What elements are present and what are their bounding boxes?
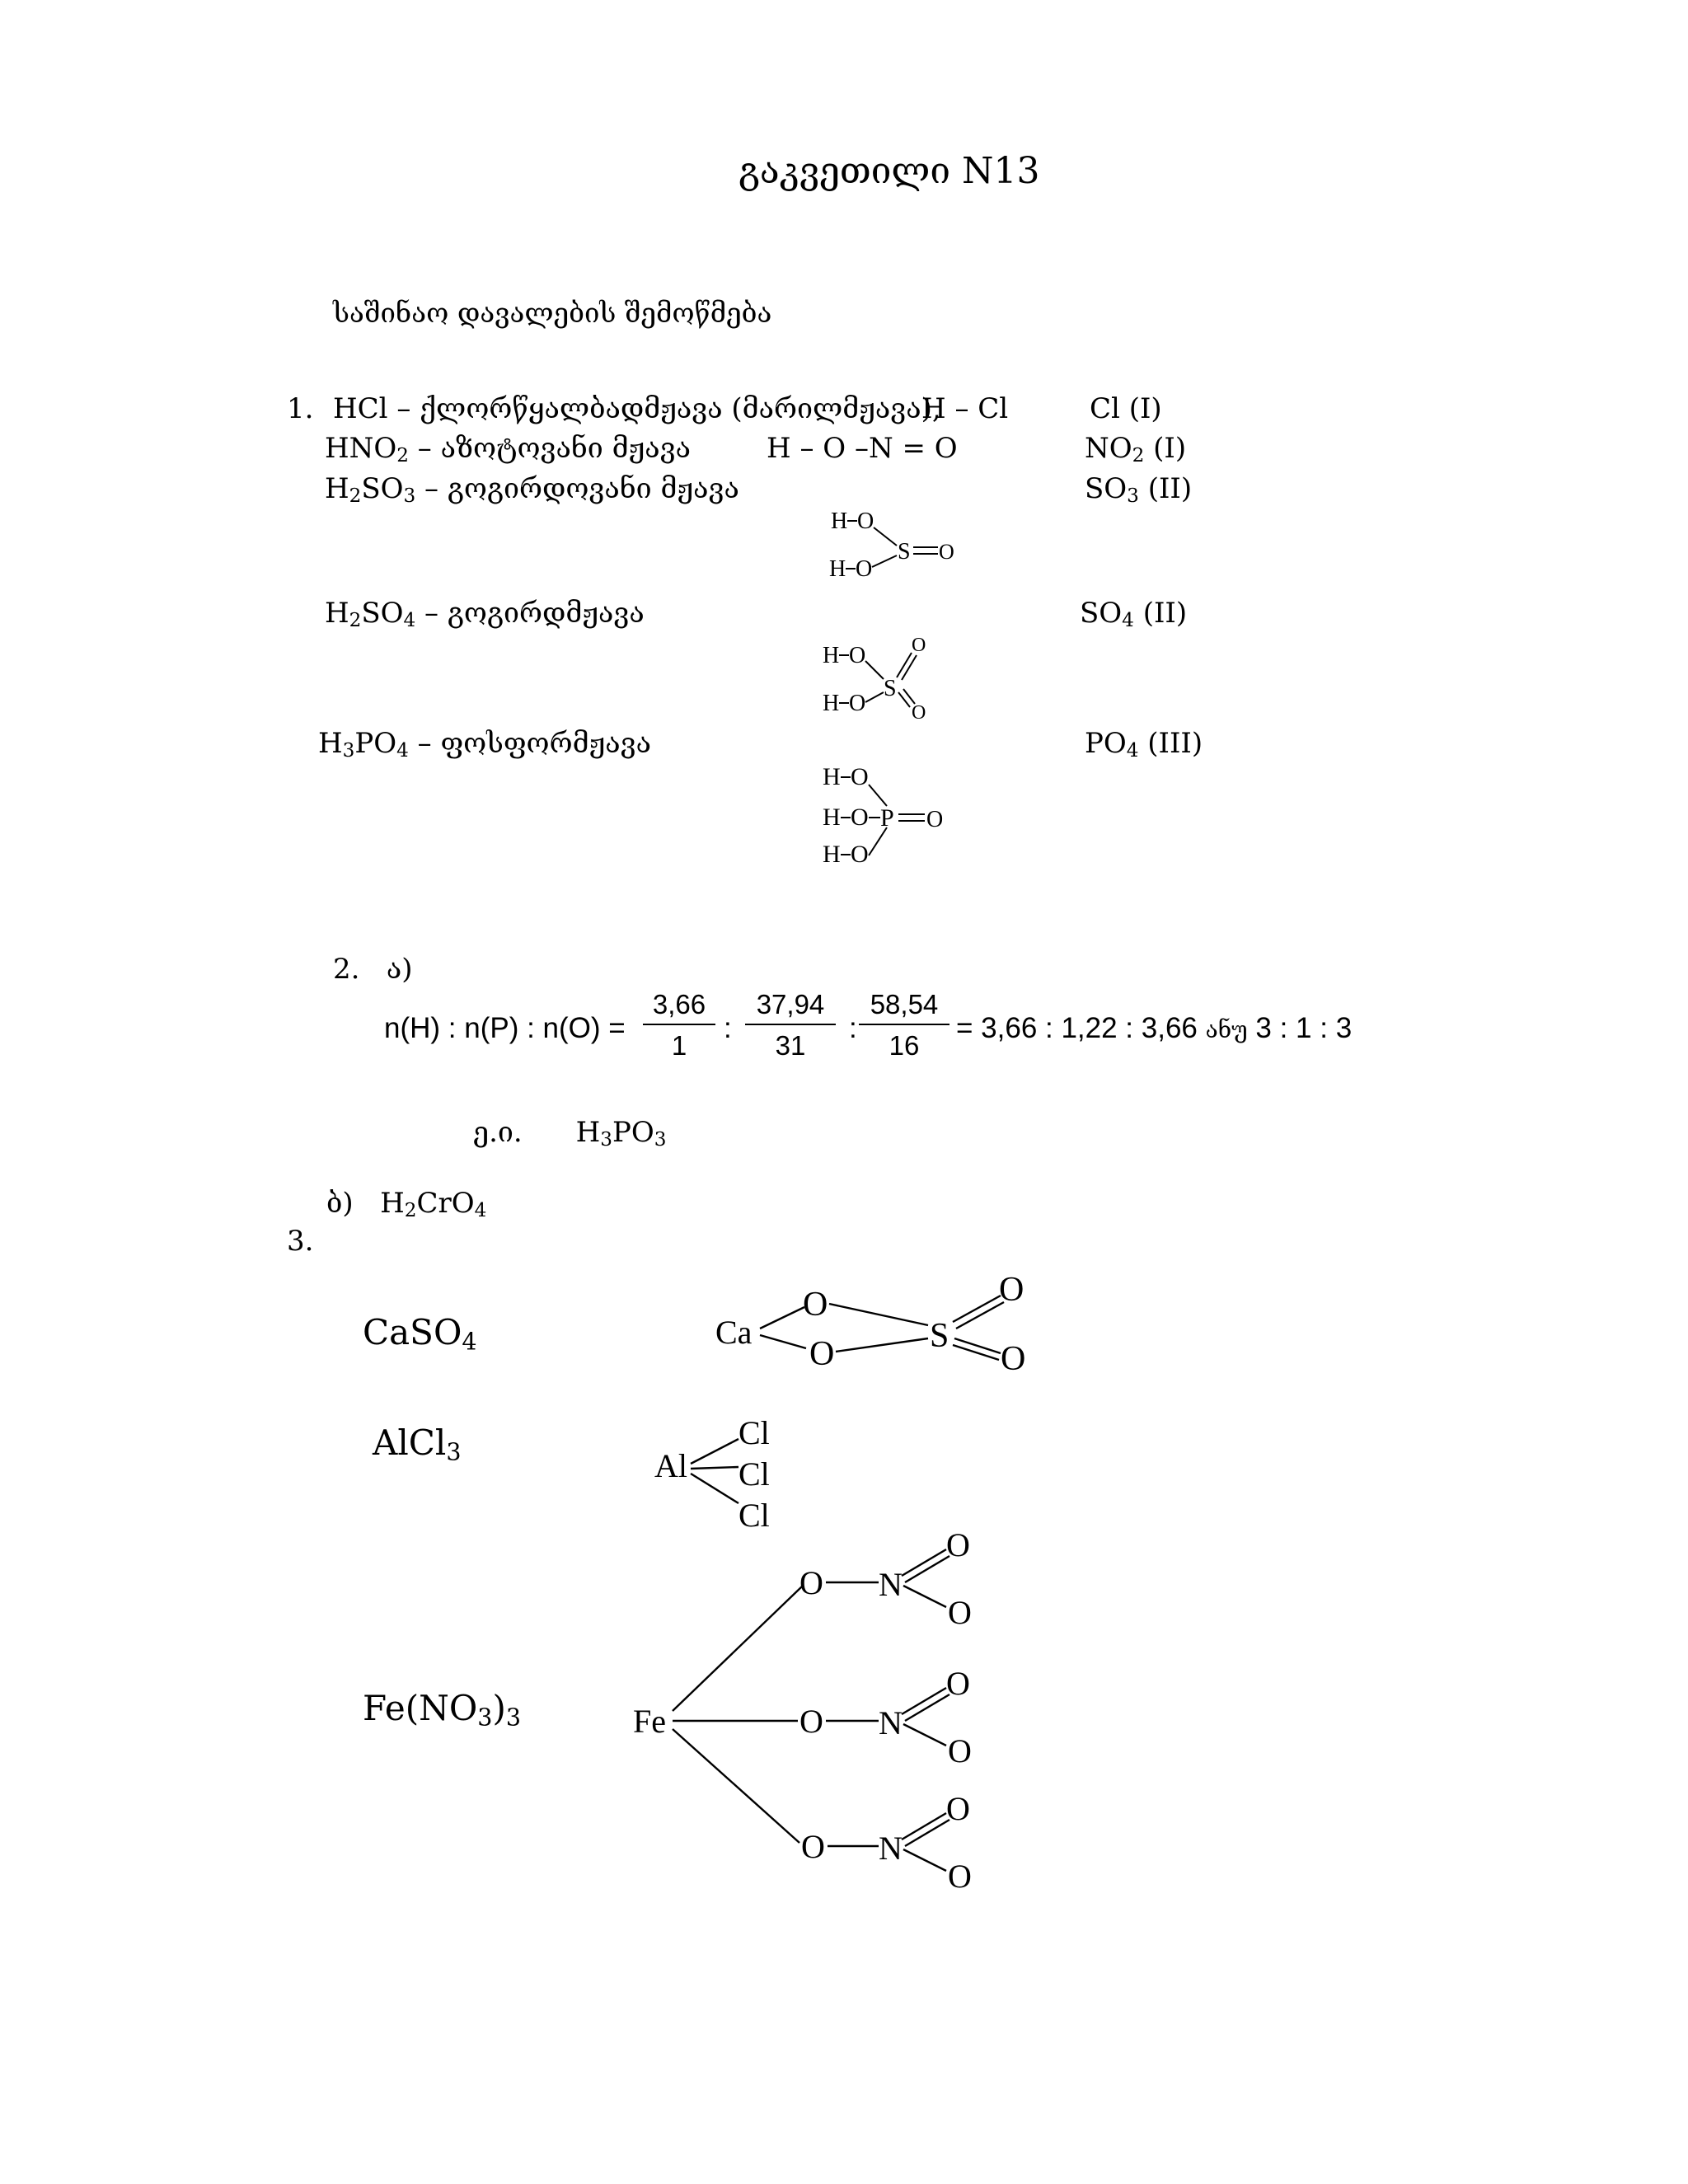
dash: – <box>415 597 448 630</box>
atom-cl: Cl <box>738 1414 770 1451</box>
acid-name: ქლორწყალბადმჟავა (მარილმჟავა), <box>420 392 941 425</box>
atom-n: N <box>879 1830 903 1867</box>
fraction-o <box>859 989 950 1062</box>
atom-o: O <box>912 702 926 724</box>
atom-cl: Cl <box>738 1497 770 1534</box>
atom-h: H <box>823 691 840 716</box>
caso4-structure <box>709 1253 1055 1385</box>
alcl3-structure <box>643 1401 808 1533</box>
residue: $SO_4$ <box>1080 597 1134 632</box>
atom-o: O <box>803 1286 828 1324</box>
atom-h: H <box>823 643 840 668</box>
h2so4-structure <box>818 628 966 727</box>
atom-o: O <box>851 841 869 868</box>
residue: $PO_4$ <box>1085 727 1139 762</box>
task-1-row-1-structure: H – Cl <box>921 392 1009 425</box>
part-b-label: ბ) <box>326 1187 354 1220</box>
mole-ratio-result <box>956 1012 1352 1045</box>
task-1-row-2-residue <box>1085 432 1186 465</box>
atom-o: O <box>856 556 873 582</box>
valence: (II) <box>1142 597 1188 630</box>
dash: – <box>408 727 441 760</box>
atom-o: O <box>999 1271 1025 1309</box>
task-1-row-3-residue <box>1085 472 1193 508</box>
atom-o: O <box>948 1732 972 1769</box>
atom-cl: Cl <box>738 1455 770 1493</box>
valence: (I) <box>1128 392 1162 425</box>
valence: (II) <box>1147 472 1193 505</box>
atom-h: H <box>829 556 846 582</box>
fraction-h <box>643 989 715 1062</box>
atom-s: S <box>930 1317 950 1355</box>
page-title: გაკვეთილი N13 <box>738 150 1040 192</box>
part-b-line <box>326 1187 486 1220</box>
atom-o: O <box>912 635 926 656</box>
valence: (I) <box>1153 432 1187 465</box>
dash: – <box>415 472 448 505</box>
formula: $H_2SO_3$ <box>325 472 416 508</box>
atom-o: O <box>851 804 869 831</box>
atom-o: O <box>801 1828 825 1865</box>
atom-o: O <box>799 1564 823 1601</box>
anu-word: ანუ <box>1205 1016 1248 1043</box>
part-a-label: ა) <box>386 953 413 986</box>
fraction-p <box>745 989 836 1062</box>
numerator: 58,54 <box>870 989 939 1019</box>
h2so3-structure <box>824 504 973 595</box>
caso4-formula: CaSO$_4$ <box>363 1312 477 1356</box>
atom-al: Al <box>654 1447 687 1484</box>
atom-s: S <box>884 676 897 701</box>
atom-o: O <box>946 1526 970 1563</box>
task-1-row-5 <box>318 727 651 760</box>
atom-o: O <box>1001 1340 1026 1378</box>
denominator: 31 <box>745 1024 836 1062</box>
feno3-structure <box>626 1516 1022 1912</box>
denominator: 1 <box>643 1024 715 1062</box>
task-1-row-5-residue <box>1085 727 1203 760</box>
h3po4-structure <box>818 760 982 875</box>
atom-o: O <box>799 1703 823 1740</box>
eo-label: ე.ი. <box>473 1116 523 1149</box>
mole-ratio-lhs: n(H) : n(P) : n(O) = <box>384 1012 626 1044</box>
task-1-row-1 <box>333 392 941 425</box>
numerator: 3,66 <box>652 989 706 1019</box>
atom-o: O <box>809 1335 835 1373</box>
atom-o: O <box>926 807 944 832</box>
dash: – <box>408 432 441 465</box>
task-3-number: 3. <box>287 1225 314 1258</box>
task-1-row-2-structure: H – O –N = O <box>767 432 958 465</box>
task-2-number: 2. <box>333 953 360 986</box>
simplest-ratio: 3 : 1 : 3 <box>1255 1012 1353 1044</box>
formula: $H_3PO_4$ <box>318 727 409 762</box>
atom-n: N <box>879 1704 903 1741</box>
atom-o: O <box>849 691 866 716</box>
atom-o: O <box>946 1665 970 1702</box>
part-b-formula: $H_2CrO_4$ <box>380 1187 487 1222</box>
formula: $HNO_2$ <box>325 432 409 467</box>
alcl3-formula: AlCl$_3$ <box>373 1422 462 1466</box>
acid-name: აზოტოვანი მჟავა <box>440 432 691 465</box>
task-1-row-3 <box>325 472 739 508</box>
atom-o: O <box>849 643 866 668</box>
colon: : <box>724 1012 732 1044</box>
task-2-label <box>333 953 413 986</box>
atom-h: H <box>831 509 848 534</box>
task-1-number: 1. <box>287 392 314 425</box>
task-1-row-4 <box>325 597 645 630</box>
numerator: 37,94 <box>756 989 825 1019</box>
atom-o: O <box>946 1790 970 1827</box>
feno3-formula: $Fe(NO_3)_3$ <box>363 1688 522 1732</box>
formula: $H_2SO_4$ <box>325 597 416 632</box>
atom-h: H <box>823 841 841 868</box>
atom-o: O <box>857 509 874 534</box>
acid-name: გოგირდმჟავა <box>447 597 645 630</box>
section-heading: საშინაო დავალების შემოწმება <box>333 297 772 329</box>
eo-formula: $H_3PO_3$ <box>575 1116 667 1151</box>
denominator: 16 <box>859 1024 950 1062</box>
colon: : <box>849 1012 857 1044</box>
residue: $SO_3$ <box>1085 472 1139 508</box>
result-values: = 3,66 : 1,22 : 3,66 <box>956 1012 1198 1044</box>
atom-p: P <box>880 804 894 832</box>
atom-o: O <box>851 763 869 790</box>
formula: HCl <box>333 392 388 425</box>
task-1-row-1-residue <box>1090 392 1162 425</box>
atom-n: N <box>879 1566 903 1603</box>
atom-fe: Fe <box>633 1703 666 1740</box>
atom-o: O <box>948 1858 972 1895</box>
valence: (III) <box>1147 727 1203 760</box>
atom-h: H <box>823 804 841 831</box>
atom-h: H <box>823 763 841 790</box>
atom-o: O <box>948 1594 972 1631</box>
task-1-row-4-residue <box>1080 597 1187 630</box>
residue: Cl <box>1090 392 1120 425</box>
dash: – <box>387 392 420 425</box>
atom-s: S <box>898 539 911 565</box>
atom-o: O <box>939 540 954 564</box>
task-1-row-2 <box>325 432 691 465</box>
acid-name: ფოსფორმჟავა <box>440 727 651 760</box>
conclusion-line <box>473 1116 666 1149</box>
residue: $NO_2$ <box>1085 432 1145 467</box>
atom-ca: Ca <box>715 1314 753 1351</box>
acid-name: გოგირდოვანი მჟავა <box>447 472 739 505</box>
